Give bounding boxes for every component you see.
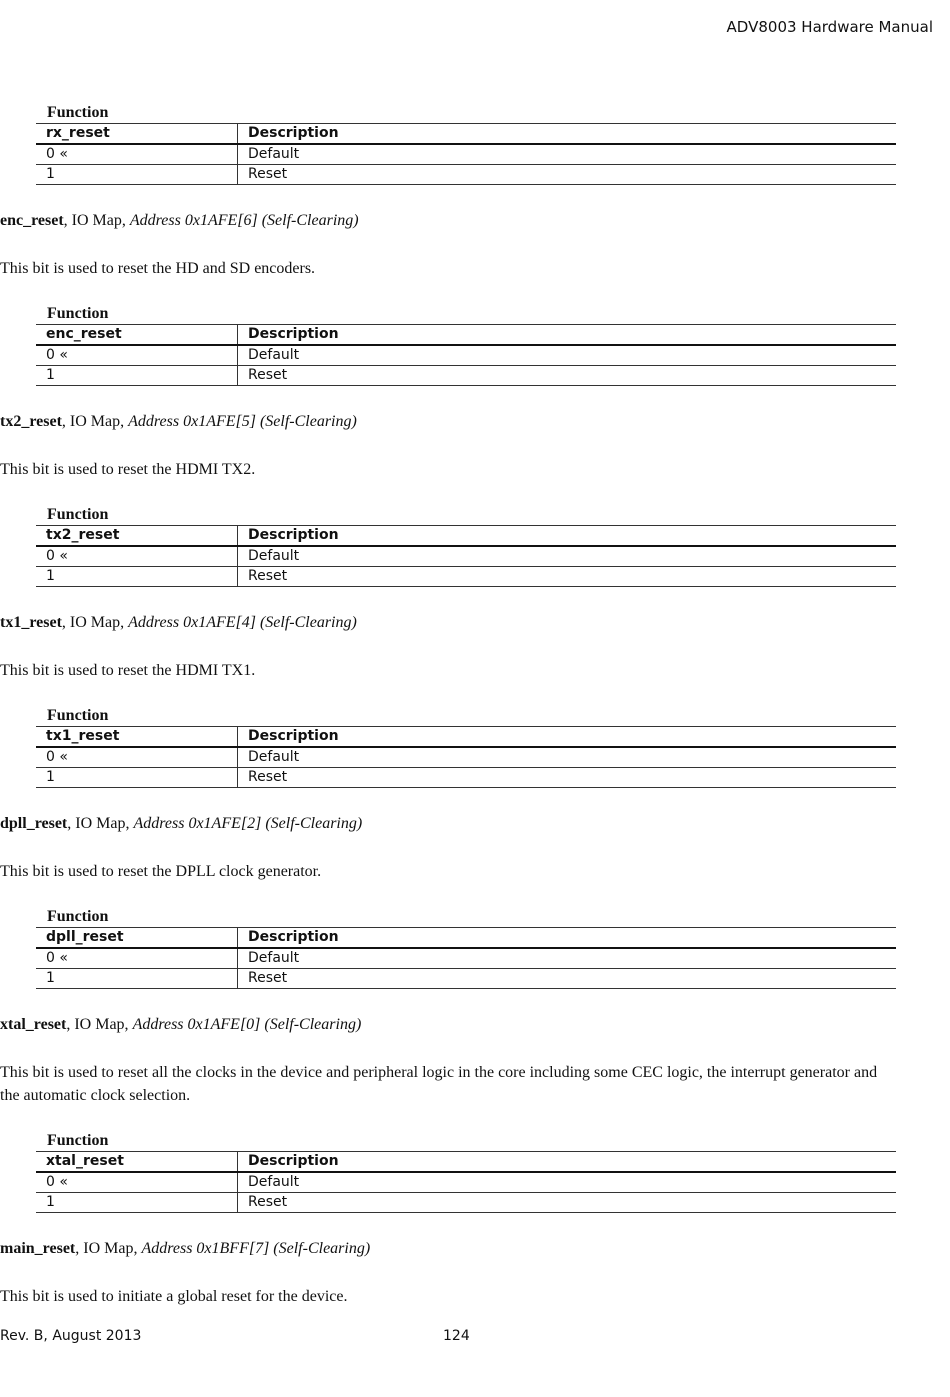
row-description: Default: [238, 144, 897, 165]
field-address: Address 0x1AFE[4] (Self-Clearing): [128, 614, 357, 631]
column-header-field: rx_reset: [36, 124, 238, 145]
tx2-reset-function-table: [36, 504, 896, 587]
table-row: [36, 1193, 896, 1213]
field-map: , IO Map,: [61, 413, 129, 430]
column-header-description: Description: [238, 727, 897, 748]
column-header-field: dpll_reset: [36, 928, 238, 949]
field-heading-enc-reset: [0, 212, 359, 230]
column-header-field: tx2_reset: [36, 526, 238, 547]
table-row: [36, 165, 896, 185]
row-value: 0 «: [36, 747, 238, 768]
field-heading-tx1-reset: [0, 614, 357, 632]
table-header-row: [36, 1152, 896, 1173]
function-table-title: Function: [47, 707, 109, 724]
field-name: xtal_reset: [0, 1016, 67, 1033]
dpll-reset-function-table: [36, 906, 896, 989]
function-table: [36, 726, 896, 788]
table-header-row: [36, 124, 896, 145]
function-table-title: Function: [47, 908, 109, 925]
field-description: This bit is used to initiate a global reset for the device.: [0, 1288, 348, 1305]
table-header-row: [36, 928, 896, 949]
field-map: , IO Map,: [63, 212, 130, 229]
field-description: This bit is used to reset all the clocks in the device and peripheral logic in the core including some CEC logic, the interrupt generator and the automatic clock selection.: [0, 1064, 878, 1104]
table-row: [36, 747, 896, 768]
field-name: tx2_reset: [0, 413, 62, 430]
column-header-field: enc_reset: [36, 325, 238, 346]
table-row: [36, 1172, 896, 1193]
row-value: 1: [36, 366, 238, 386]
function-table: [36, 1151, 896, 1213]
row-description: Reset: [238, 1193, 897, 1213]
function-table-title: Function: [47, 506, 109, 523]
row-description: Reset: [238, 366, 897, 386]
row-description: Reset: [238, 969, 897, 989]
function-table: [36, 324, 896, 386]
row-value: 0 «: [36, 1172, 238, 1193]
field-description: This bit is used to reset the HDMI TX2.: [0, 461, 256, 478]
row-value: 0 «: [36, 546, 238, 567]
field-address: Address 0x1BFF[7] (Self-Clearing): [141, 1240, 371, 1257]
table-header-row: [36, 727, 896, 748]
field-map: , IO Map,: [61, 614, 129, 631]
column-header-description: Description: [238, 1152, 897, 1173]
row-description: Default: [238, 1172, 897, 1193]
function-table: [36, 123, 896, 185]
row-value: 1: [36, 1193, 238, 1213]
table-row: [36, 345, 896, 366]
field-map: , IO Map,: [66, 1016, 133, 1033]
row-description: Default: [238, 546, 897, 567]
table-row: [36, 567, 896, 587]
field-address: Address 0x1AFE[6] (Self-Clearing): [129, 212, 359, 229]
table-header-row: [36, 325, 896, 346]
field-description: This bit is used to reset the HDMI TX1.: [0, 662, 256, 679]
field-map: , IO Map,: [67, 815, 134, 832]
column-header-description: Description: [238, 526, 897, 547]
table-row: [36, 969, 896, 989]
row-value: 1: [36, 969, 238, 989]
footer-page-number: 124: [443, 1328, 470, 1344]
table-row: [36, 366, 896, 386]
document-header-title: ADV8003 Hardware Manual: [726, 18, 933, 36]
table-row: [36, 768, 896, 788]
row-value: 1: [36, 567, 238, 587]
field-address: Address 0x1AFE[0] (Self-Clearing): [132, 1016, 362, 1033]
column-header-description: Description: [238, 124, 897, 145]
row-description: Reset: [238, 165, 897, 185]
field-name: main_reset: [0, 1240, 76, 1257]
column-header-field: tx1_reset: [36, 727, 238, 748]
field-address: Address 0x1AFE[5] (Self-Clearing): [128, 413, 357, 430]
row-description: Default: [238, 747, 897, 768]
enc-reset-function-table: [36, 303, 896, 386]
table-row: [36, 948, 896, 969]
xtal-reset-function-table: [36, 1130, 896, 1213]
field-map: , IO Map,: [75, 1240, 142, 1257]
function-table-title: Function: [47, 1132, 109, 1149]
function-table-title: Function: [47, 104, 109, 121]
row-value: 0 «: [36, 948, 238, 969]
row-description: Reset: [238, 567, 897, 587]
row-description: Default: [238, 948, 897, 969]
column-header-description: Description: [238, 928, 897, 949]
table-header-row: [36, 526, 896, 547]
row-description: Default: [238, 345, 897, 366]
column-header-field: xtal_reset: [36, 1152, 238, 1173]
row-value: 1: [36, 768, 238, 788]
field-description: This bit is used to reset the DPLL clock generator.: [0, 863, 322, 880]
row-description: Reset: [238, 768, 897, 788]
field-name: tx1_reset: [0, 614, 62, 631]
function-table: [36, 927, 896, 989]
footer-revision: Rev. B, August 2013: [0, 1328, 142, 1344]
field-address: Address 0x1AFE[2] (Self-Clearing): [133, 815, 363, 832]
tx1-reset-function-table: [36, 705, 896, 788]
function-table-title: Function: [47, 305, 109, 322]
field-name: dpll_reset: [0, 815, 68, 832]
table-row: [36, 144, 896, 165]
table-row: [36, 546, 896, 567]
function-table: [36, 525, 896, 587]
column-header-description: Description: [238, 325, 897, 346]
row-value: 1: [36, 165, 238, 185]
field-heading-dpll-reset: [0, 815, 362, 833]
field-heading-xtal-reset: [0, 1016, 361, 1034]
field-description: This bit is used to reset the HD and SD encoders.: [0, 260, 316, 277]
row-value: 0 «: [36, 345, 238, 366]
field-name: enc_reset: [0, 212, 64, 229]
rx-reset-function-table: [36, 102, 896, 185]
field-heading-tx2-reset: [0, 413, 357, 431]
row-value: 0 «: [36, 144, 238, 165]
field-heading-main-reset: [0, 1240, 370, 1258]
